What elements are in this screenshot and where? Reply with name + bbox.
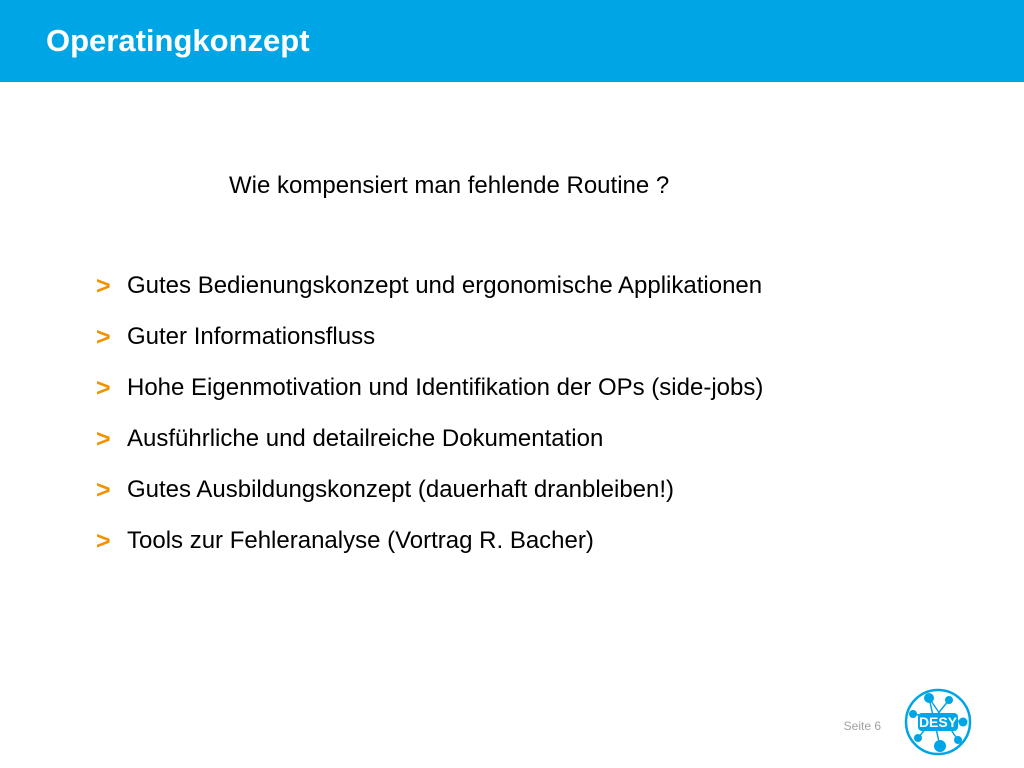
bullet-text: Gutes Ausbildungskonzept (dauerhaft dranbleiben!): [127, 476, 675, 503]
bullet-text: Guter Informationsfluss: [127, 323, 376, 350]
title-bar: [0, 0, 1024, 82]
bullet-text: Gutes Bedienungskonzept und ergonomische Applikationen: [127, 272, 763, 299]
bullet-text: Tools zur Fehleranalyse (Vortrag R. Bacher): [127, 527, 594, 554]
slide-question: Wie kompensiert man fehlende Routine ?: [229, 172, 670, 199]
bullet-arrow-icon: >: [96, 476, 111, 504]
bullet-text: Ausführliche und detailreiche Dokumentation: [127, 425, 604, 452]
slide-title: Operatingkonzept: [46, 23, 310, 58]
bullet-arrow-icon: >: [96, 272, 111, 300]
bullet-arrow-icon: >: [96, 527, 111, 555]
bullet-text: Hohe Eigenmotivation und Identifikation der OPs (side-jobs): [127, 374, 764, 401]
logo-text: DESY: [918, 714, 958, 730]
bullet-arrow-icon: >: [96, 323, 111, 351]
page-number: Seite 6: [843, 719, 881, 733]
bullet-arrow-icon: >: [96, 425, 111, 453]
bullet-arrow-icon: >: [96, 374, 111, 402]
desy-logo-icon: [902, 686, 974, 758]
